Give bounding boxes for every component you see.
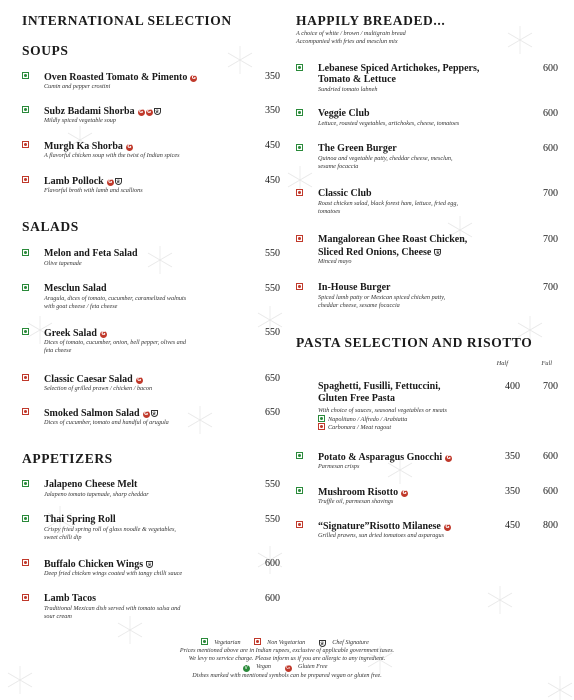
appetizers-heading: APPETIZERS: [22, 451, 113, 466]
non-veg-icon: [296, 235, 303, 242]
veg-icon: [22, 480, 29, 487]
item-name: Jalapeno Cheese Melt: [44, 479, 138, 490]
chef-signature-icon: ♛: [147, 562, 152, 568]
item-name: Subz Badami Shorba: [44, 106, 135, 117]
item-price-half: 350: [505, 451, 520, 462]
item-name: Murgh Ka Shorba: [44, 141, 123, 152]
item-price: 600: [265, 558, 280, 569]
item-desc: Grilled prawns, sun dried tomatoes and asparagus: [318, 532, 444, 539]
item-price-full: 800: [543, 520, 558, 531]
veg-icon: [22, 72, 29, 79]
veg-icon: [296, 487, 303, 494]
gluten-free-icon: G: [139, 109, 144, 115]
non-veg-icon: [22, 594, 29, 601]
non-veg-icon: [22, 408, 29, 415]
item-desc: Flavorful broth with lamb and scallions: [44, 187, 143, 194]
non-veg-icon: [22, 141, 29, 148]
item-name: Thai Spring Roll: [44, 514, 116, 525]
happily-breaded-heading: HAPPILY BREADED...: [296, 13, 446, 28]
soups-heading: SOUPS: [22, 43, 69, 58]
item-desc: Mildly spiced vegetable soup: [44, 117, 116, 124]
item-desc: A flavorful chicken soup with the twist of Indian spices: [44, 152, 180, 159]
item-desc: Cumin and pepper crostini: [44, 83, 111, 90]
item-name: Mesclun Salad: [44, 283, 107, 294]
item-desc: feta cheese: [44, 347, 72, 354]
veg-icon: [22, 284, 29, 291]
menu-footer: [0, 638, 574, 680]
item-price: 550: [265, 283, 280, 294]
item-price-full: 600: [543, 486, 558, 497]
item-name: Spaghetti, Fusilli, Fettuccini,: [318, 381, 441, 392]
item-desc: Spiced lamb patty or Mexican spiced chicken patty,: [318, 294, 446, 301]
item-desc: Jalapeno tomato tapenade, sharp cheddar: [44, 491, 149, 498]
legend-signature: [319, 640, 373, 646]
item-desc: Traditional Mexican dish served with tomato salsa and: [44, 605, 181, 612]
item-desc: Minced mayo: [318, 258, 352, 265]
international-selection-heading: INTERNATIONAL SELECTION: [22, 13, 232, 28]
item-price: 550: [265, 514, 280, 525]
allergy-note: We levy no service charge. Please inform us if you are allergic to any ingredient.: [188, 656, 386, 662]
item-desc: Crispy fried spring roll of glass noodle & vegetables,: [44, 526, 176, 533]
chef-signature-icon: ♛: [435, 250, 441, 256]
item-desc: tomatoes: [318, 208, 341, 215]
item-price: 650: [265, 373, 280, 384]
item-price-full: 600: [543, 451, 558, 462]
gluten-free-icon: G: [127, 144, 132, 150]
legend-label: Gluten Free: [298, 664, 328, 670]
chef-signature-icon: ♛: [154, 109, 160, 115]
symbols-note: Dishes marked with mentioned symbols can be prepared vegan or gluten free.: [192, 673, 382, 679]
legend-label: Vegan: [256, 664, 271, 670]
veg-icon: [22, 106, 29, 113]
item-name: Buffalo Chicken Wings: [44, 559, 144, 570]
legend-label: Vegetarian: [214, 640, 241, 646]
veg-icon: [296, 64, 303, 71]
veg-icon: [22, 515, 29, 522]
item-name: Mushroom Risotto: [318, 487, 399, 498]
item-price: 450: [265, 140, 280, 151]
item-desc: Parmesan crisps: [318, 463, 360, 470]
item-name: Mangalorean Ghee Roast Chicken,: [318, 234, 468, 245]
item-price: 600: [543, 143, 558, 154]
item-name: Gluten Free Pasta: [318, 393, 396, 404]
item-name: Lebanese Spiced Artichokes, Peppers,: [318, 63, 480, 74]
salads-heading: SALADS: [22, 219, 79, 234]
item-name: Classic Club: [318, 188, 372, 199]
item-price: 700: [543, 188, 558, 199]
item-desc: sesame focaccia: [318, 163, 359, 170]
veg-icon: [22, 328, 29, 335]
gluten-free-icon: G: [286, 665, 290, 671]
item-price: 350: [265, 105, 280, 116]
item-name: Classic Caesar Salad: [44, 374, 133, 385]
item-price-half: 450: [505, 520, 520, 531]
item-name: Potato & Asparagus Gnocchi: [318, 452, 443, 463]
veg-icon: [296, 109, 303, 116]
item-name: Lamb Tacos: [44, 593, 96, 604]
gluten-free-icon: G: [147, 109, 152, 115]
gluten-free-icon: G: [108, 179, 113, 185]
gluten-free-icon: G: [402, 490, 407, 496]
legend-gluten-free: [285, 664, 332, 670]
item-name: Sliced Red Onions, Cheese: [318, 247, 432, 258]
item-desc: Olive tapenade: [44, 260, 82, 267]
legend-label: Non Vegetarian: [267, 640, 306, 646]
item-desc: sweet chilli dip: [44, 534, 82, 541]
chef-signature-icon: ♛: [320, 641, 325, 647]
non-veg-icon: [296, 189, 303, 196]
gluten-free-icon: G: [144, 411, 149, 417]
item-price: 600: [543, 63, 558, 74]
option-nonveg: [318, 422, 391, 432]
veg-icon: [201, 638, 208, 645]
veg-icon: [318, 415, 325, 422]
item-desc: with goat cheese / feta cheese: [44, 303, 118, 310]
vegan-icon: V: [244, 665, 248, 671]
item-name: Oven Roasted Tomato & Pimento: [44, 72, 188, 83]
item-name: Lamb Pollock: [44, 176, 104, 187]
option-label: Napolitano / Alfredo / Arabiatta: [328, 416, 408, 423]
item-desc: Quinoa and vegetable patty, cheddar cheese, mesclun,: [318, 155, 453, 162]
item-price-half: 400: [505, 381, 520, 392]
item-price: 600: [265, 593, 280, 604]
option-label: Carbonara / Meat ragout: [328, 424, 392, 431]
item-price: 550: [265, 327, 280, 338]
gluten-free-icon: G: [137, 377, 142, 383]
item-desc: With choice of sauces, seasonal vegetables or meats: [318, 407, 447, 414]
item-price-half: 350: [505, 486, 520, 497]
breaded-note: Accompanied with fries and mesclun mix: [296, 38, 398, 45]
veg-icon: [296, 144, 303, 151]
legend-vegan: [243, 664, 275, 670]
gluten-free-icon: G: [445, 524, 450, 530]
item-price: 350: [265, 71, 280, 82]
item-desc: Deep fried chicken wings coated with tangy chilli sauce: [44, 570, 183, 577]
breaded-note: A choice of white / brown / multigrain bread: [296, 30, 406, 37]
item-price: 650: [265, 407, 280, 418]
vegan-gf-legend: [0, 663, 574, 672]
item-price: 550: [265, 248, 280, 259]
tax-note: Prices mentioned above are in Indian rupees, exclusive of applicable government taxes.: [179, 648, 395, 654]
item-price: 700: [543, 282, 558, 293]
item-name: Melon and Feta Salad: [44, 248, 138, 259]
non-veg-icon: [254, 638, 261, 645]
gluten-free-icon: G: [191, 75, 196, 81]
non-veg-icon: [22, 176, 29, 183]
item-desc: Lettuce, roasted vegetables, artichokes, cheese, tomatoes: [318, 120, 460, 127]
item-desc: Dices of cucumber, tomato and handful of arugula: [44, 419, 169, 426]
item-price: 700: [543, 234, 558, 245]
non-veg-icon: [318, 423, 325, 430]
item-desc: sour cream: [44, 613, 72, 620]
item-desc: Truffle oil, parmesan shavings: [318, 498, 394, 505]
pasta-heading: PASTA SELECTION AND RISOTTO: [296, 335, 533, 350]
item-desc: cheddar cheese, sesame focaccia: [318, 302, 400, 309]
item-name: Greek Salad: [44, 328, 97, 339]
veg-icon: [296, 452, 303, 459]
item-name: “Signature”Risotto Milanese: [318, 521, 441, 532]
gluten-free-icon: G: [101, 331, 106, 337]
non-veg-icon: [296, 283, 303, 290]
chef-signature-icon: ♛: [115, 179, 121, 185]
item-name: Veggie Club: [318, 108, 370, 119]
item-price: 600: [543, 108, 558, 119]
legend-nonveg: [254, 640, 309, 646]
item-name: In-House Burger: [318, 282, 391, 293]
item-price: 450: [265, 175, 280, 186]
chef-signature-icon: ♛: [151, 411, 157, 417]
legend-label: Chef Signature: [332, 640, 369, 646]
veg-icon: [22, 249, 29, 256]
item-name: Tomato & Lettuce: [318, 74, 396, 85]
item-desc: Dices of tomato, cucumber, onion, bell pepper, olives and: [44, 339, 186, 346]
diet-legend: [0, 638, 574, 647]
half-column-header: Half: [496, 360, 508, 367]
item-desc: Selection of grilled prawn / chicken / bacon: [44, 385, 153, 392]
full-column-header: Full: [541, 360, 552, 367]
item-desc: Sundried tomato labneh: [318, 86, 378, 93]
item-price-full: 700: [543, 381, 558, 392]
legend-veg: [201, 640, 244, 646]
non-veg-icon: [22, 559, 29, 566]
non-veg-icon: [22, 374, 29, 381]
item-name: The Green Burger: [318, 143, 397, 154]
item-desc: Arugula, dices of tomato, cucumber, caramelized walnuts: [44, 295, 187, 302]
item-name: Smoked Salmon Salad: [44, 408, 140, 419]
gluten-free-icon: G: [446, 455, 451, 461]
item-desc: Roast chicken salad, black forest ham, lettuce, fried egg,: [318, 200, 458, 207]
item-price: 550: [265, 479, 280, 490]
non-veg-icon: [296, 521, 303, 528]
